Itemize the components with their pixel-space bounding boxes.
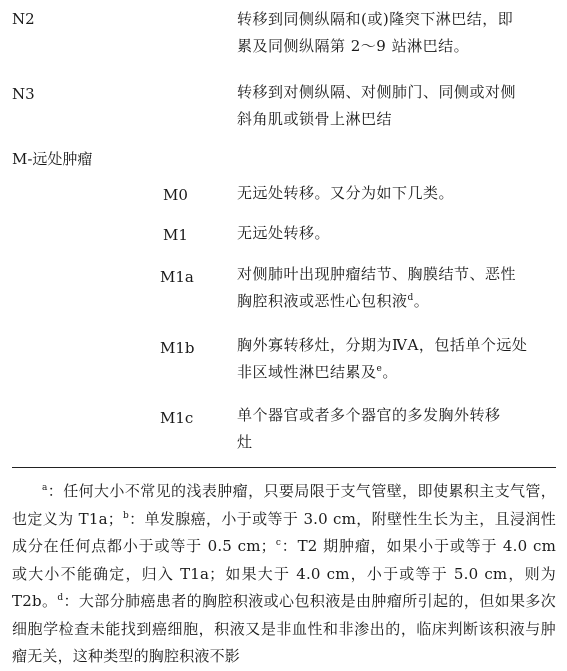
desc-line: 胸外寡转移灶，分期为ⅣA，包括单个远处 (237, 336, 528, 354)
footnote-marker: b (122, 510, 129, 521)
row-code-m1a: M1a (160, 268, 194, 286)
footnote-text: ：T2 期肿瘤，如果小于或等于 4.0 cm 或大小不能确定，归入 T1a；如果大于 4.0 cm，小于或等于 5.0 cm，则为 T2b。 (12, 537, 556, 610)
desc-line: 转移到同侧纵隔和(或)隆突下淋巴结，即 (237, 10, 514, 28)
row-code-m1c: M1c (160, 409, 194, 427)
row-desc-n2 (237, 6, 557, 60)
desc-line: 无远处转移。 (237, 224, 331, 242)
desc-line (237, 359, 557, 386)
desc-tail: 。 (382, 363, 398, 381)
desc-text: 胸腔积液或恶性心包积液 (237, 292, 408, 310)
row-desc-m0 (237, 180, 557, 207)
desc-line (237, 288, 557, 315)
footnote-marker: e (376, 364, 383, 374)
desc-line: 累及同侧纵隔第 2～9 站淋巴结。 (237, 37, 470, 55)
desc-text: 非区域性淋巴结累及 (237, 363, 377, 381)
desc-line: 转移到对侧纵隔、对侧肺门、同侧或对侧 (237, 83, 517, 101)
desc-line: 灶 (237, 433, 253, 451)
section-heading: M-远处肿瘤 (12, 150, 93, 168)
footnote (12, 478, 556, 671)
desc-line: 斜角肌或锁骨上淋巴结 (237, 110, 393, 128)
footnote-text: ：任何大小不常见的浅表肿瘤，只要局限于支气管壁，即使累积主支气管，也定义为 T1a； (12, 482, 556, 528)
row-code-n3: N3 (12, 85, 35, 103)
desc-line: 对侧肺叶出现肿瘤结节、胸膜结节、恶性 (237, 265, 517, 283)
row-desc-m1b (237, 332, 557, 386)
footnote-marker: d (407, 293, 414, 303)
footnote-text: ：大部分肺癌患者的胸腔积液或心包积液是由肿瘤所引起的，但如果多次细胞学检查未能找到癌细胞，积液又是非血性和非渗出的，临床判断该积液与肿瘤无关，这种类型的胸腔积液不影 (12, 592, 556, 665)
row-desc-n3 (237, 79, 557, 133)
row-code-m0: M0 (163, 186, 188, 204)
desc-tail: 。 (413, 292, 430, 310)
footnote-marker: a (42, 483, 48, 493)
row-code-m1b: M1b (160, 339, 195, 357)
desc-line: 无远处转移。又分为如下几类。 (237, 184, 455, 202)
footnote-marker: c (275, 538, 282, 548)
row-desc-m1a (237, 261, 557, 315)
footnote-text: ：单发腺癌，小于或等于 3.0 cm，附壁性生长为主，且浸润性成分在任何点都小于或等于 0.5 cm； (12, 509, 557, 555)
footnote-marker: d (57, 593, 64, 603)
row-desc-m1c (237, 402, 557, 456)
desc-line: 单个器官或者多个器官的多发胸外转移 (237, 406, 501, 424)
row-desc-m1 (237, 220, 557, 247)
table-bottom-rule (12, 467, 556, 468)
row-code-m1: M1 (163, 226, 188, 244)
row-code-n2: N2 (12, 10, 35, 28)
